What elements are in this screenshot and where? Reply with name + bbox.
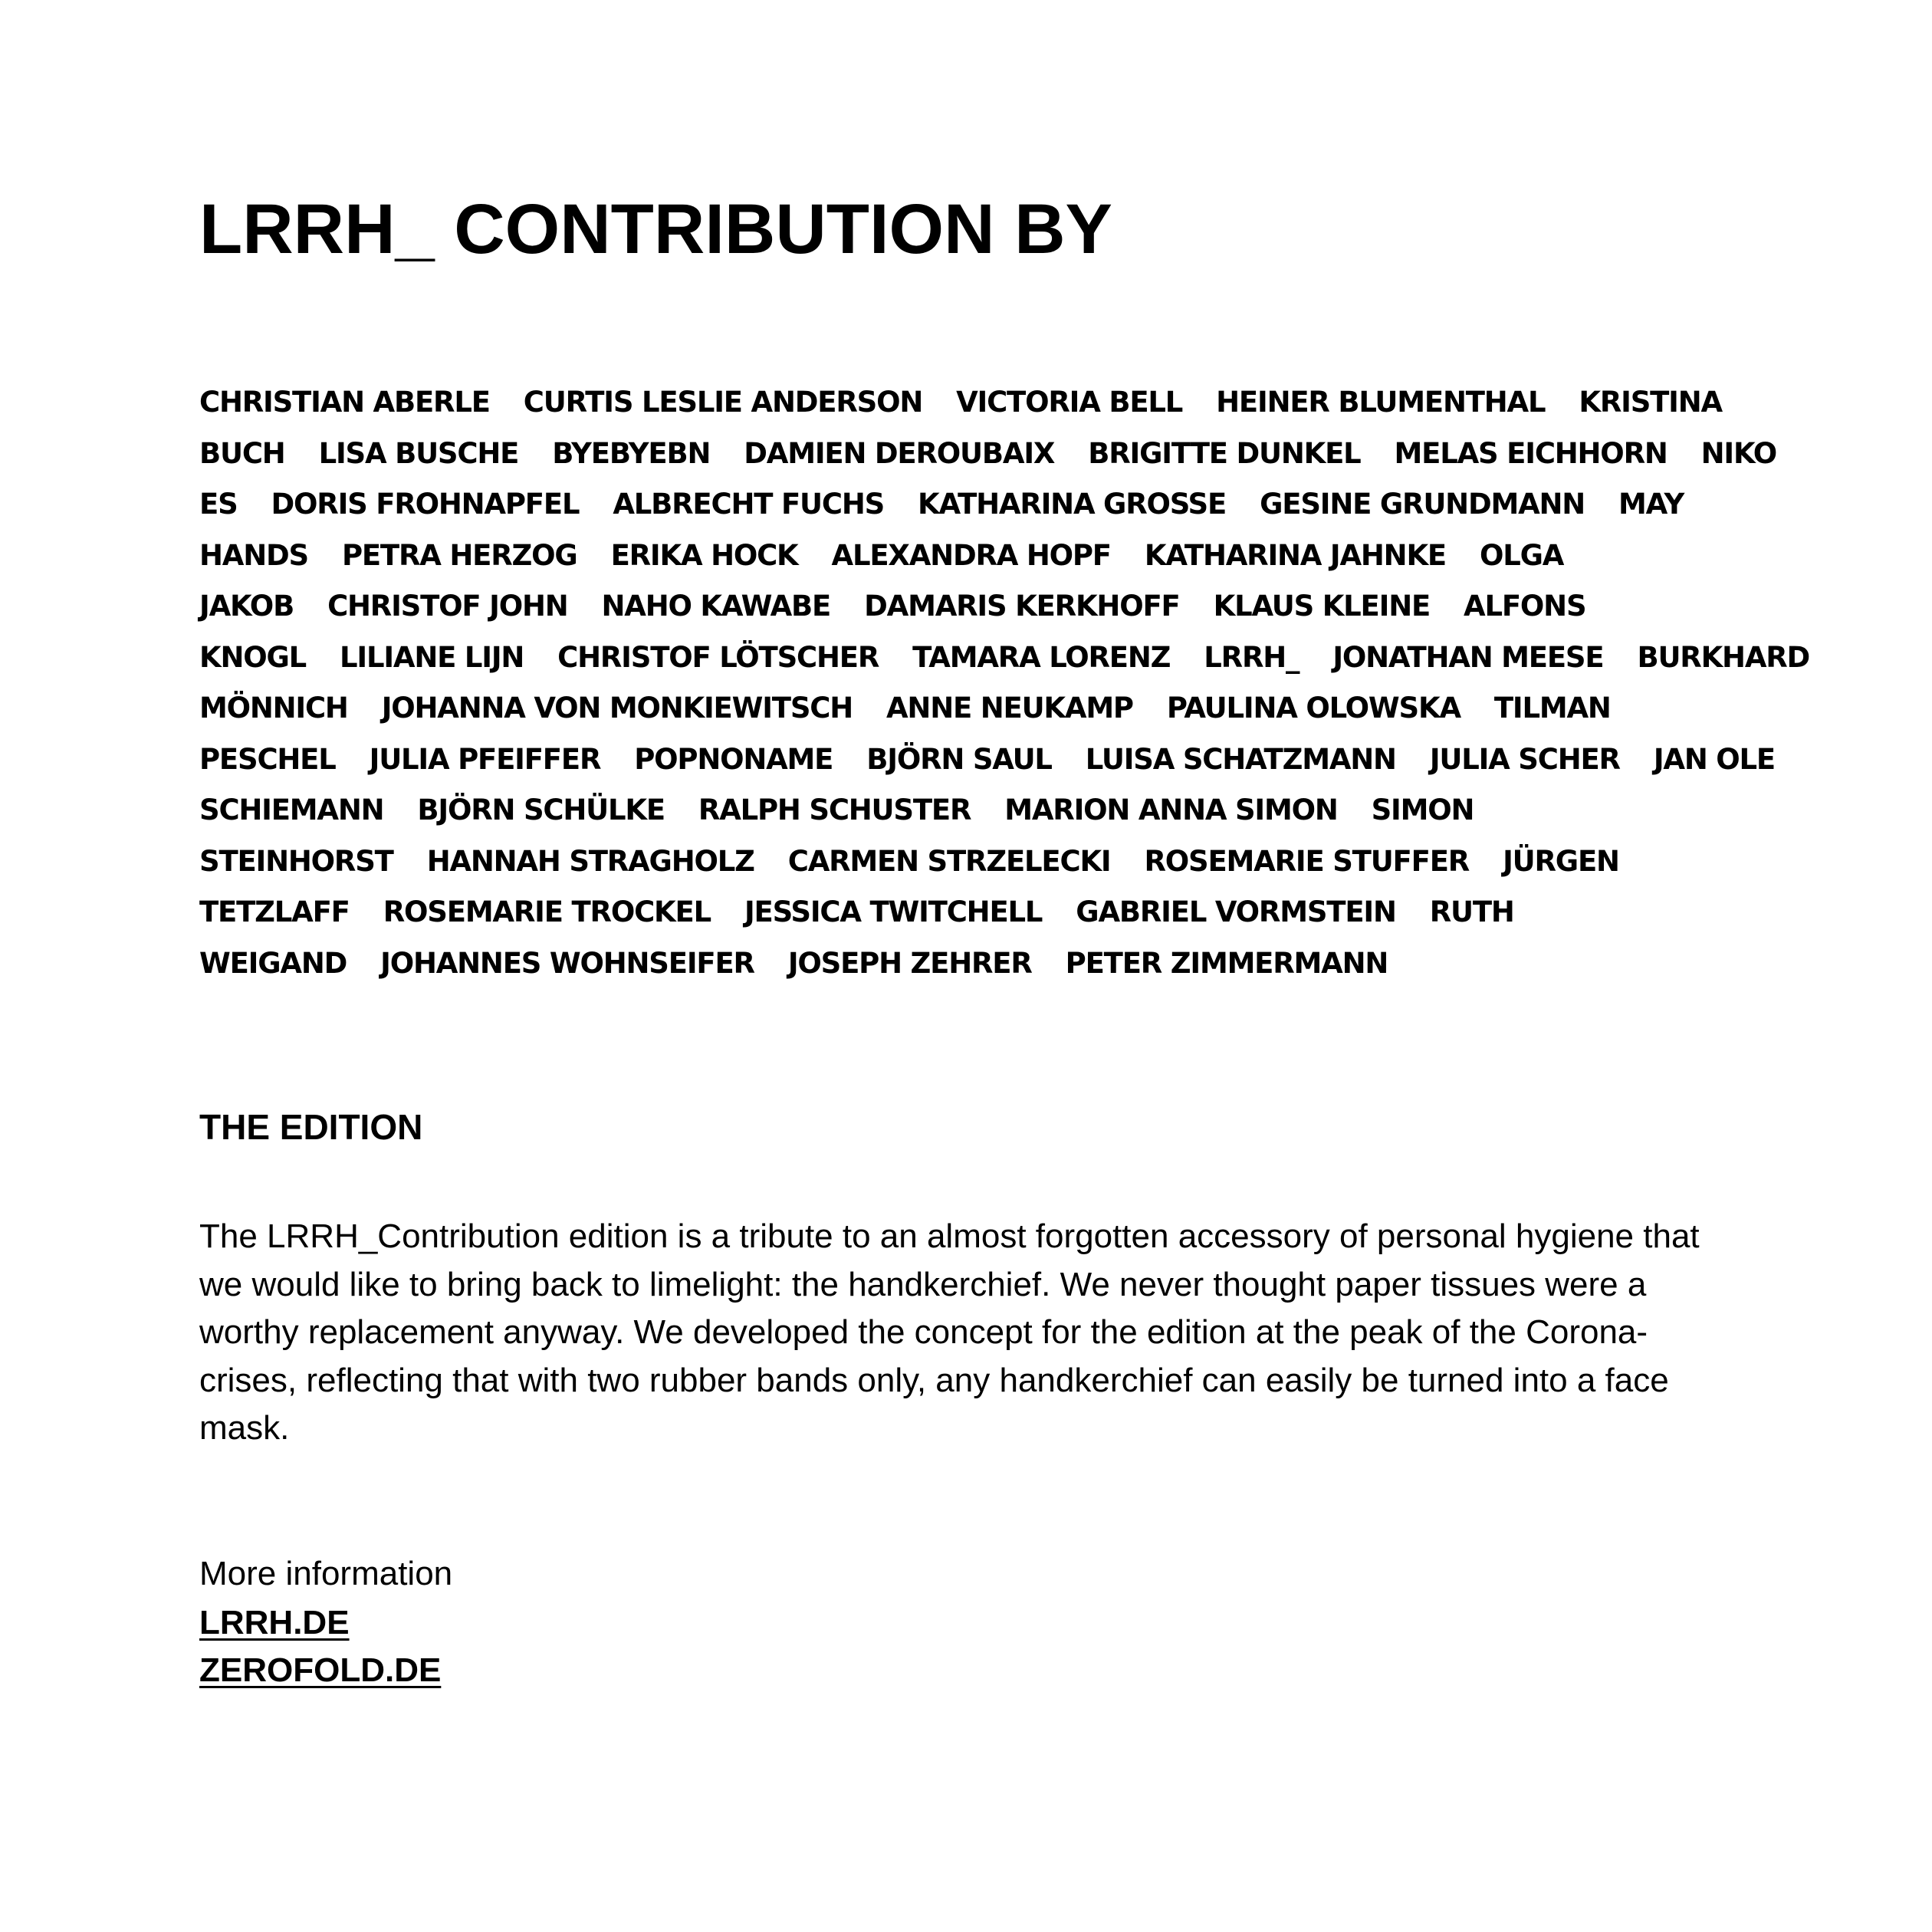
contributor-name: ES <box>199 488 238 521</box>
contributor-name: VICTORIA BELL <box>956 386 1183 419</box>
contributor-name: JOSEPH ZEHRER <box>787 946 1032 980</box>
contributor-name: ALFONS <box>1464 590 1586 623</box>
contributor-name: BURKHARD <box>1637 640 1810 674</box>
contributor-name: CHRISTOF LÖTSCHER <box>557 640 879 674</box>
contributor-name: NAHO KAWABE <box>601 590 831 623</box>
contributor-name: PETRA HERZOG <box>341 538 577 572</box>
contributor-name: JOHANNA VON MONKIEWITSCH <box>381 692 853 724</box>
description-line: crises, reflecting that with two rubber bands only, any handkerchief can easily be turned into a face <box>199 1361 1669 1399</box>
more-information-label: More information <box>199 1555 453 1592</box>
contributor-name: PETER ZIMMERMANN <box>1065 946 1388 980</box>
contributor-line <box>199 429 1832 480</box>
contributor-name: ERIKA HOCK <box>610 538 798 572</box>
contributor-name: CHRISTOF JOHN <box>327 590 568 623</box>
contributor-name: CHRISTIAN ABERLE <box>199 386 490 419</box>
contributor-name: STEINHORST <box>199 844 393 878</box>
contributor-name: LISA BUSCHE <box>318 436 519 470</box>
contributor-name: OLGA <box>1479 538 1564 572</box>
contributor-name: JOHANNES WOHNSEIFER <box>380 946 754 980</box>
contributor-name: POPNONAME <box>634 742 833 776</box>
contributor-line <box>199 887 1832 938</box>
contributor-line <box>199 734 1832 786</box>
contributor-name: CARMEN STRZELECKI <box>787 844 1111 878</box>
lrrh-link[interactable]: LRRH.DE <box>199 1604 350 1641</box>
contributor-line <box>199 581 1832 632</box>
contributor-line <box>199 531 1832 582</box>
description-line: mask. <box>199 1409 290 1447</box>
contributor-name: PAULINA OLOWSKA <box>1166 692 1460 724</box>
contributor-name: MAY <box>1618 488 1684 521</box>
contributor-list <box>199 377 1832 989</box>
contributor-name: MARION ANNA SIMON <box>1004 794 1338 826</box>
contributor-name: GABRIEL VORMSTEIN <box>1076 895 1396 928</box>
contributor-line <box>199 683 1832 734</box>
contributor-name: SCHIEMANN <box>199 794 384 826</box>
edition-heading: THE EDITION <box>199 1107 423 1147</box>
page-title: LRRH_ CONTRIBUTION BY <box>199 190 1112 268</box>
contributor-line <box>199 377 1832 429</box>
contributor-name: LRRH_ <box>1204 640 1300 674</box>
contributor-name: TILMAN <box>1493 692 1611 724</box>
contributor-line <box>199 836 1832 888</box>
contributor-name: BYEBYEBN <box>552 436 711 470</box>
contributor-name: HEINER BLUMENTHAL <box>1216 386 1546 419</box>
contributor-name: JESSICA TWITCHELL <box>744 895 1043 928</box>
contributor-name: BUCH <box>199 436 285 470</box>
contributor-name: MELAS EICHHORN <box>1394 436 1668 470</box>
contributor-name: HANDS <box>199 538 308 572</box>
contributor-name: TETZLAFF <box>199 895 350 928</box>
description-line: we would like to bring back to limelight: the handkerchief. We never thought paper tissues were a <box>199 1265 1647 1303</box>
contributor-name: DAMIEN DEROUBAIX <box>744 436 1055 470</box>
description-line: worthy replacement anyway. We developed the concept for the edition at the peak of the Corona- <box>199 1313 1648 1351</box>
contributor-name: JONATHAN MEESE <box>1332 640 1604 674</box>
contributor-name: ROSEMARIE TROCKEL <box>383 895 711 928</box>
contributor-name: ALEXANDRA HOPF <box>831 538 1111 572</box>
contributor-name: ALBRECHT FUCHS <box>613 488 885 521</box>
contributor-name: PESCHEL <box>199 742 336 776</box>
contributor-name: DAMARIS KERKHOFF <box>864 590 1180 623</box>
contributor-line <box>199 632 1832 684</box>
contributor-name: ROSEMARIE STUFFER <box>1144 844 1470 878</box>
contributor-name: KNOGL <box>199 640 307 674</box>
contributor-name: BRIGITTE DUNKEL <box>1088 436 1361 470</box>
contributor-name: CURTIS LESLIE ANDERSON <box>523 386 923 419</box>
contributor-name: ANNE NEUKAMP <box>886 692 1133 724</box>
contributor-name: GESINE GRUNDMANN <box>1260 488 1585 521</box>
zerofold-link[interactable]: ZEROFOLD.DE <box>199 1651 442 1689</box>
edition-description <box>199 1213 1825 1453</box>
contributor-name: JULIA SCHER <box>1429 742 1620 776</box>
contributor-name: LILIANE LIJN <box>340 640 524 674</box>
contributor-name: KATHARINA JAHNKE <box>1144 538 1446 572</box>
contributor-name: JÜRGEN <box>1503 844 1619 878</box>
contributor-name: BJÖRN SAUL <box>866 742 1052 776</box>
contributor-name: DORIS FROHNAPFEL <box>271 488 580 521</box>
contributor-name: TAMARA LORENZ <box>912 640 1171 674</box>
contributor-name: RALPH SCHUSTER <box>698 794 971 826</box>
description-line: The LRRH_Contribution edition is a tribute to an almost forgotten accessory of personal hygiene that <box>199 1217 1700 1255</box>
contributor-name: NIKO <box>1700 436 1777 470</box>
contributor-name: RUTH <box>1429 895 1514 928</box>
contributor-name: JAKOB <box>199 590 294 623</box>
contributor-name: BJÖRN SCHÜLKE <box>417 794 665 826</box>
contributor-line <box>199 938 1832 990</box>
contributor-name: JULIA PFEIFFER <box>369 742 601 776</box>
contributor-line <box>199 785 1832 836</box>
contributor-name: JAN OLE <box>1653 742 1775 776</box>
contributor-name: HANNAH STRAGHOLZ <box>426 844 754 878</box>
contributor-name: WEIGAND <box>199 946 347 980</box>
contributor-name: MÖNNICH <box>199 692 348 724</box>
contributor-line <box>199 479 1832 531</box>
contributor-name: SIMON <box>1371 794 1474 826</box>
contributor-name: KATHARINA GROSSE <box>918 488 1227 521</box>
contributor-name: KRISTINA <box>1579 386 1722 419</box>
contributor-name: LUISA SCHATZMANN <box>1085 742 1396 776</box>
contributor-name: KLAUS KLEINE <box>1213 590 1431 623</box>
